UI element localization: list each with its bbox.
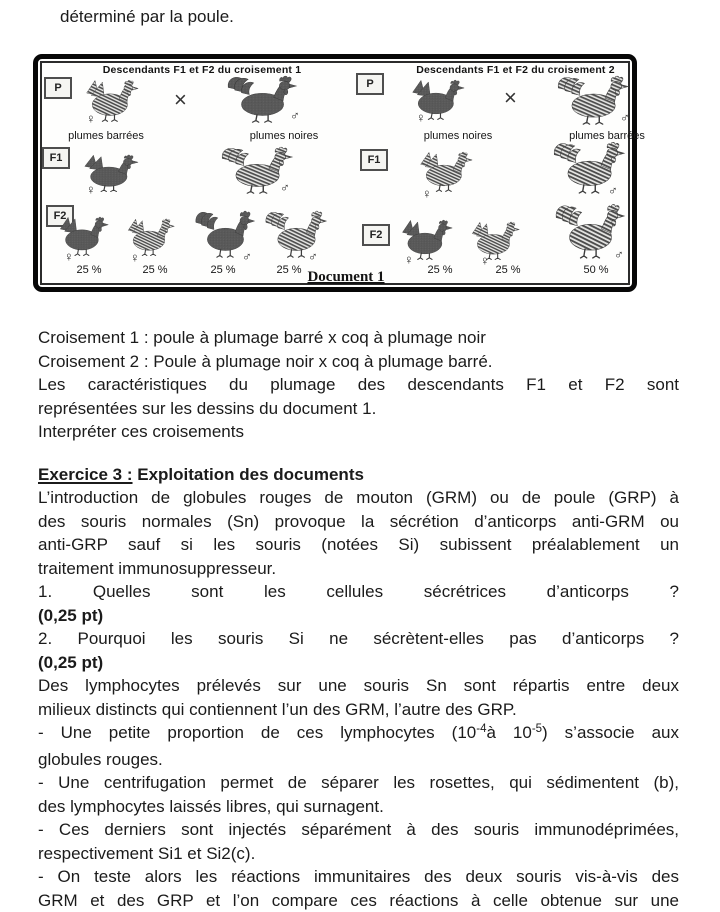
cross2-f2-percentage: 25 % [418, 264, 462, 276]
exercise3-heading-label: Exercice 3 : [38, 465, 133, 484]
exponent-text: -4 [476, 723, 486, 735]
proportion-text: ) s’associe aux [542, 723, 679, 742]
exercise3-heading [38, 463, 679, 487]
cross2-f2-percentage: 50 % [574, 264, 618, 276]
cross2-p-box: P [356, 73, 384, 95]
female-symbol: ♀ [86, 112, 96, 125]
proportion-line [38, 721, 679, 748]
cross2-f2-percentage: 25 % [486, 264, 530, 276]
cross1-f2-percentage: 25 % [202, 264, 244, 276]
female-symbol: ♀ [416, 111, 426, 124]
cross2-title: Descendants F1 et F2 du croisement 2 [408, 64, 623, 76]
cross1-parent-rooster-black-icon [226, 74, 298, 124]
cross1-f2-percentage: 25 % [68, 264, 110, 276]
body-line: milieux distincts qui contiennent l’un des GRM, l’autre des GRP. [38, 698, 679, 722]
cross1-f2-percentage: 25 % [268, 264, 310, 276]
cross1-f2-box: F2 [46, 205, 74, 227]
male-symbol: ♂ [608, 184, 618, 197]
male-symbol: ♂ [242, 250, 252, 263]
cross-symbol: × [174, 89, 187, 111]
female-symbol: ♀ [422, 187, 432, 200]
body-line: des lymphocytes laissés libres, qui surnagent. [38, 795, 679, 819]
cross2-parent-rooster-barred-icon [556, 74, 630, 126]
body-line: traitement immunosuppresseur. [38, 557, 679, 581]
paragraph-gap [38, 444, 679, 463]
question2-line: 2. Pourquoi les souris Si ne sécrètent-elles pas d’anticorps ? [38, 627, 679, 651]
body-line: des souris normales (Sn) provoque la sécrétion d’anticorps anti-GRM ou [38, 510, 679, 534]
cross1-male-plumage-label: plumes noires [228, 130, 340, 142]
female-symbol: ♀ [130, 251, 140, 264]
cross1-f2-rooster-barred-icon [264, 209, 328, 259]
male-symbol: ♂ [290, 109, 300, 122]
body-line: globules rouges. [38, 748, 679, 772]
female-symbol: ♀ [404, 253, 414, 266]
cross2-male-plumage-label: plumes barrées [550, 130, 664, 142]
body-line: respectivement Si1 et Si2(c). [38, 842, 679, 866]
exercise3-heading-title: Exploitation des documents [133, 465, 364, 484]
body-line: GRM et des GRP et l’on compare ces réactions à celle obtenue sur une [38, 889, 679, 912]
document1-inner-frame [40, 61, 630, 285]
exponent-text: -5 [532, 723, 542, 735]
male-symbol: ♂ [614, 248, 624, 261]
male-symbol: ♂ [308, 250, 318, 263]
cross1-f1-box: F1 [42, 147, 70, 169]
cross2-f1-box: F1 [360, 149, 388, 171]
body-line: - Ces derniers sont injectés séparément à des souris immunodéprimées, [38, 818, 679, 842]
intro-text: déterminé par la poule. [60, 7, 234, 27]
male-symbol: ♂ [620, 111, 630, 124]
croisement2-line: Croisement 2 : Poule à plumage noir x coq à plumage barré. [38, 350, 679, 374]
female-symbol: ♀ [64, 250, 74, 263]
body-line: représentées sur les dessins du document 1. [38, 397, 679, 421]
male-symbol: ♂ [280, 181, 290, 194]
cross1-p-box: P [44, 77, 72, 99]
points-label: (0,25 pt) [38, 651, 679, 675]
body-line: Interpréter ces croisements [38, 420, 679, 444]
body-line: Des lymphocytes prélevés sur une souris Sn sont répartis entre deux [38, 674, 679, 698]
proportion-text: à 10 [486, 723, 531, 742]
cross1-f2-percentage: 25 % [134, 264, 176, 276]
body-line: - Une centrifugation permet de séparer les rosettes, qui sédimentent (b), [38, 771, 679, 795]
body-line: L’introduction de globules rouges de mouton (GRM) ou de poule (GRP) à [38, 486, 679, 510]
cross-symbol: × [504, 87, 517, 109]
female-symbol: ♀ [86, 183, 96, 196]
question1-line: 1. Quelles sont les cellules sécrétrices d’anticorps ? [38, 580, 679, 604]
cross2-f2-hen-barred-icon [468, 220, 521, 261]
croisement1-line: Croisement 1 : poule à plumage barré x coq à plumage noir [38, 326, 679, 350]
body-line: Les caractéristiques du plumage des descendants F1 et F2 sont [38, 373, 679, 397]
cross2-female-plumage-label: plumes noires [402, 130, 514, 142]
female-symbol: ♀ [480, 254, 490, 267]
cross1-female-plumage-label: plumes barrées [52, 130, 160, 142]
body-line: anti-GRP sauf si les souris (notées Si) subissent préalablement un [38, 533, 679, 557]
document1-caption: Document 1 [290, 269, 402, 286]
cross2-f2-box: F2 [362, 224, 390, 246]
proportion-text: - Une petite proportion de ces lymphocytes (10 [38, 723, 476, 742]
points-label: (0,25 pt) [38, 604, 679, 628]
body-line: - On teste alors les réactions immunitaires des deux souris vis-à-vis des [38, 865, 679, 889]
body-text [38, 326, 679, 912]
document1-figure [33, 54, 637, 292]
cross1-title: Descendants F1 et F2 du croisement 1 [82, 64, 322, 76]
